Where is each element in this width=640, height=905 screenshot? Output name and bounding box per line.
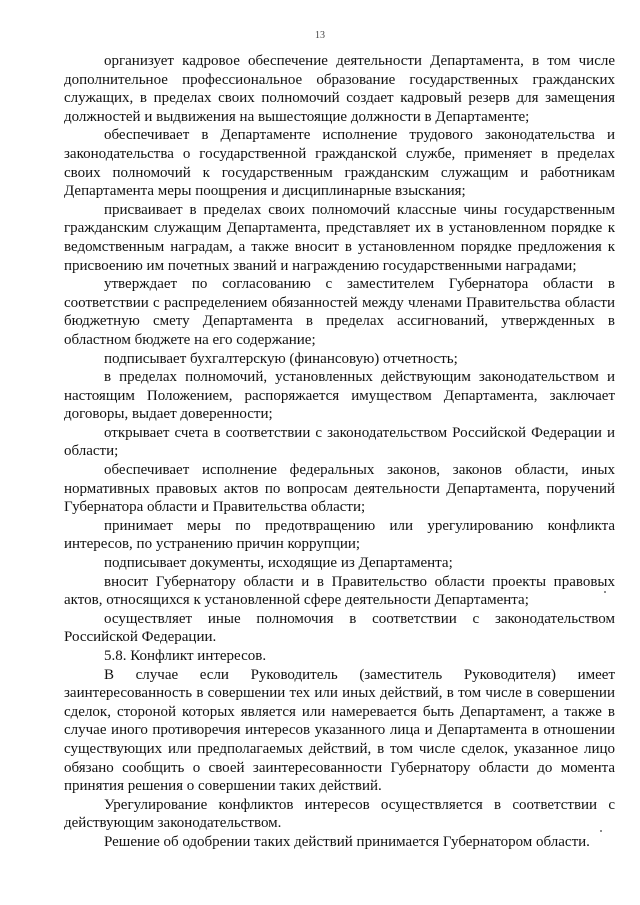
paragraph-4: утверждает по согласованию с заместителем Губернатора области в соответствии с распределением обязанностей между членами Правительства области бюджетную смету Департамента в пределах ассигнований, утвержденных в областном бюджете на его содержание; — [64, 276, 615, 348]
paragraph-9: принимает меры по предотвращению или урегулированию конфликта интересов, по устранению причин коррупции; — [64, 517, 615, 553]
paragraph-10: подписывает документы, исходящие из Департамента; — [104, 555, 453, 572]
paragraph-7: открывает счета в соответствии с законодательством Российской Федерации и области; — [64, 424, 615, 460]
scan-speck — [604, 591, 606, 593]
paragraph-8: обеспечивает исполнение федеральных законов, законов области, иных нормативных правовых актов по вопросам деятельности Департамента, поручений Губернатора области и Правительства области; — [64, 462, 615, 516]
paragraph-5: подписывает бухгалтерскую (финансовую) отчетность; — [104, 350, 458, 367]
paragraph-2: обеспечивает в Департаменте исполнение трудового законодательства и законодательства о государственной гражданской службе, применяет в пределах своих полномочий к государственным гражданским служащим и работникам Департамента меры поощрения и дисциплинарные взыскания; — [64, 127, 615, 200]
document-body — [64, 52, 615, 852]
paragraph-3: присваивает в пределах своих полномочий классные чины государственным гражданским служащим Департамента, представляет их в установленном порядке к ведомственным наградам, а также вносит в установленном порядке предложения к присвоению им почетных званий и награждению государственными наградами; — [64, 201, 615, 274]
paragraph-12: осуществляет иные полномочия в соответствии с законодательством Российской Федерации. — [64, 610, 615, 646]
section-paragraph-3: Решение об одобрении таких действий принимается Губернатором области. — [104, 833, 590, 850]
paragraph-6: в пределах полномочий, установленных действующим законодательством и настоящим Положением, распоряжается имуществом Департамента, заключает договоры, выдает доверенности; — [64, 369, 615, 423]
section-paragraph-1: В случае если Руководитель (заместитель Руководителя) имеет заинтересованность в совершении тех или иных действий, в том числе в совершении сделок, стороной которых является или намеревается быть Департамент, а также в случае иного противоречия интересов указанного лица и Департамента в отношении существующих или предполагаемых действий, в том числе сделок, указанное лицо обязано сообщить о своей заинтересованности Губернатору области до момента принятия решения о совершении таких действий. — [64, 666, 615, 795]
paragraph-11: вносит Губернатору области и в Правительство области проекты правовых актов, относящихся к установленной сфере деятельности Департамента; — [64, 573, 615, 609]
section-paragraph-2: Урегулирование конфликтов интересов осуществляется в соответствии с действующим законодательством. — [64, 796, 615, 832]
section-heading: 5.8. Конфликт интересов. — [104, 648, 267, 664]
paragraph-1: организует кадровое обеспечение деятельности Департамента, в том числе дополнительное профессиональное образование государственных гражданских служащих, в пределах своих полномочий создает кадровый резерв для замещения должностей и выдвижения на вышестоящие должности в Департаменте; — [64, 53, 615, 125]
scan-speck — [600, 830, 602, 832]
page-number: 13 — [315, 30, 325, 41]
